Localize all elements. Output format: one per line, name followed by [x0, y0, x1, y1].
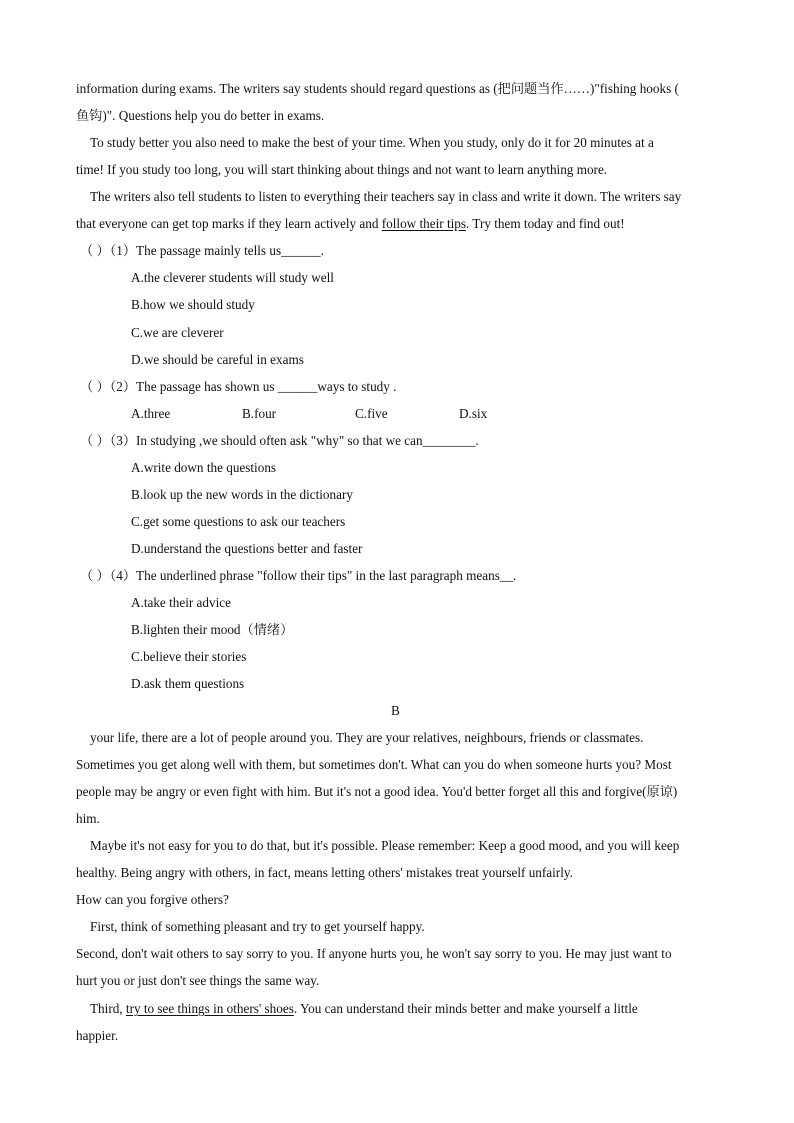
text-segment: . You can understand their minds better and make yourself a little	[293, 1001, 638, 1016]
answer-option[interactable]: B.four	[242, 406, 277, 421]
answer-option[interactable]: C.five	[355, 406, 388, 421]
passage-b-line	[90, 1001, 638, 1017]
question-stem: （ ）（1）The passage mainly tells us______.	[80, 243, 324, 258]
passage-b-line: happier.	[76, 1028, 119, 1043]
answer-option[interactable]: B.look up the new words in the dictionary	[131, 487, 353, 502]
answer-option[interactable]: D.six	[459, 406, 488, 421]
passage-a-line: time! If you study too long, you will start thinking about things and not want to learn anything more.	[76, 162, 608, 177]
passage-b-line: people may be angry or even fight with him. But it's not a good idea. You'd better forget all this and forgive(原谅)	[76, 784, 678, 799]
passage-b-line: Maybe it's not easy for you to do that, but it's possible. Please remember: Keep a good mood, and you will keep	[90, 838, 680, 853]
answer-option[interactable]: C.believe their stories	[131, 649, 247, 664]
passage-b-line: him.	[76, 811, 100, 826]
passage-b-line: hurt you or just don't see things the same way.	[76, 973, 320, 988]
passage-b-line: Sometimes you get along well with them, but sometimes don't. What can you do when someone hurts you? Most	[76, 757, 672, 772]
answer-option[interactable]: B.lighten their mood（情绪）	[131, 622, 294, 637]
answer-option[interactable]: A.the cleverer students will study well	[131, 270, 334, 285]
answer-option[interactable]: A.take their advice	[131, 595, 231, 610]
answer-option[interactable]: D.understand the questions better and faster	[131, 541, 363, 556]
passage-a-line: The writers also tell students to listen to everything their teachers say in class and write it down. The writers say	[90, 189, 682, 204]
answer-option[interactable]: A.write down the questions	[131, 460, 277, 475]
answer-option[interactable]: D.we should be careful in exams	[131, 352, 304, 367]
passage-b-line: How can you forgive others?	[76, 892, 229, 907]
question-stem: （ ）（4）The underlined phrase "follow their tips" in the last paragraph means__.	[80, 568, 517, 583]
answer-option[interactable]: D.ask them questions	[131, 676, 245, 691]
passage-b-line: Second, don't wait others to say sorry to you. If anyone hurts you, he won't say sorry to you. He may just want to	[76, 946, 672, 961]
passage-b-line: First, think of something pleasant and try to get yourself happy.	[90, 919, 425, 934]
passage-a-line: information during exams. The writers say students should regard questions as (把问题当作……)"fishing hooks (	[76, 81, 679, 96]
underlined-phrase: follow their tips	[381, 216, 467, 231]
passage-a-line: 鱼钩)". Questions help you do better in exams.	[76, 108, 325, 123]
question-stem: （ ）（3）In studying ,we should often ask "why" so that we can________.	[80, 433, 479, 448]
answer-option[interactable]: B.how we should study	[131, 297, 255, 312]
answer-option[interactable]: A.three	[131, 406, 171, 421]
section-heading: B	[391, 703, 400, 718]
text-segment: Third,	[90, 1001, 126, 1016]
passage-b-line: healthy. Being angry with others, in fact, means letting others' mistakes treat yourself unfairly.	[76, 865, 573, 880]
question-stem: （ ）（2）The passage has shown us ______ways to study .	[80, 379, 397, 394]
passage-b-line: your life, there are a lot of people around you. They are your relatives, neighbours, friends or classmates.	[90, 730, 644, 745]
passage-a-line: To study better you also need to make the best of your time. When you study, only do it for 20 minutes at a	[90, 135, 654, 150]
underlined-phrase: try to see things in others' shoes	[125, 1001, 294, 1016]
answer-option[interactable]: C.get some questions to ask our teachers	[131, 514, 346, 529]
answer-option[interactable]: C.we are cleverer	[131, 325, 224, 340]
text-segment: . Try them today and find out!	[466, 216, 625, 231]
passage-a-line	[76, 216, 625, 232]
text-segment: that everyone can get top marks if they learn actively and	[76, 216, 382, 231]
